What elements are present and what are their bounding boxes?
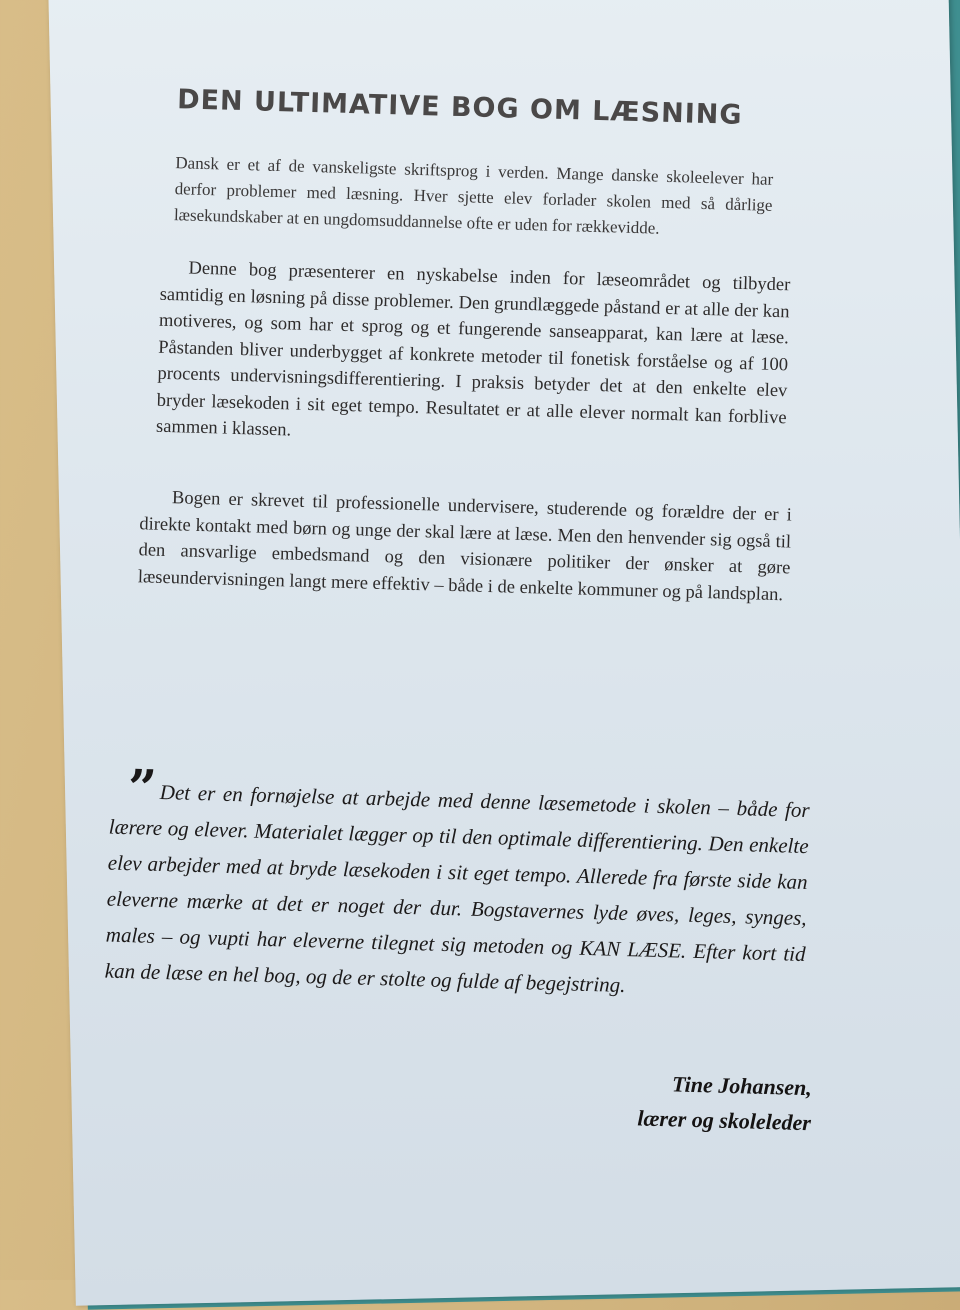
blurb-paragraph-2: Denne bog præsenterer en nyskabelse inden for læseområdet og tilbyder samtidig en løsning på disse problemer. Den grundlæggede påstand er at alle der kan motiveres, og som har et sprog og et fungerende sanseapparat, kan lære at læse. Påstanden bliver underbygget af konkrete metoder til fonetisk forståelse og af 100 procents undervisningsdifferentiering. I praksis betyder det at den enkelte elev bryder læsekoden i sit eget tempo. Resultatet er at alle elever normalt kan forblive sammen i klassen.: [155, 258, 791, 441]
book-title: DEN ULTIMATIVE BOG OM LÆSNING: [176, 84, 743, 131]
testimonial-quote: Det er en fornøjelse at arbejde med denne læsemetode i skolen – både for lærere og elever. Materialet lægger op til den optimale differentiering. Den enkelte elev arbejder med at bryde læsekoden i sit eget tempo. Allerede fra første side kan eleverne mærke at det er noget der dur. Bogstavernes lyde øves, leges, synges, males – og vupti har eleverne tilegnet sig metoden og KAN LÆSE. Efter kort tid kan de læse en hel bog, og de er stolte og fulde af begejstring.: [104, 779, 810, 998]
blurb-paragraph-3: Bogen er skrevet til professionelle undervisere, studerende og forældre der er i direkte kontakt med børn og unge der skal lære at læse. Men den henvender sig også til den ansvarlige embedsmand og den visionære politiker der ønsker at gøre læseundervisningen langt mere effektiv – både i de enkelte kommuner og på landsplan.: [137, 488, 793, 605]
testimonial-author-role: lærer og skoleleder: [637, 1105, 812, 1136]
quotation-mark-icon: ”: [127, 758, 158, 818]
testimonial-author: Tine Johansen,: [671, 1071, 813, 1101]
cover-content: [67, 70, 813, 1259]
blurb-paragraph-1: Dansk er et af de vanskeligste skriftsprog i verden. Mange danske skoleelever har derfor problemer med læsning. Hver sjette elev forlader skolen med så dårlige læsekundskaber at en ungdomsuddannelse ofte er uden for rækkevidde.: [173, 153, 774, 238]
